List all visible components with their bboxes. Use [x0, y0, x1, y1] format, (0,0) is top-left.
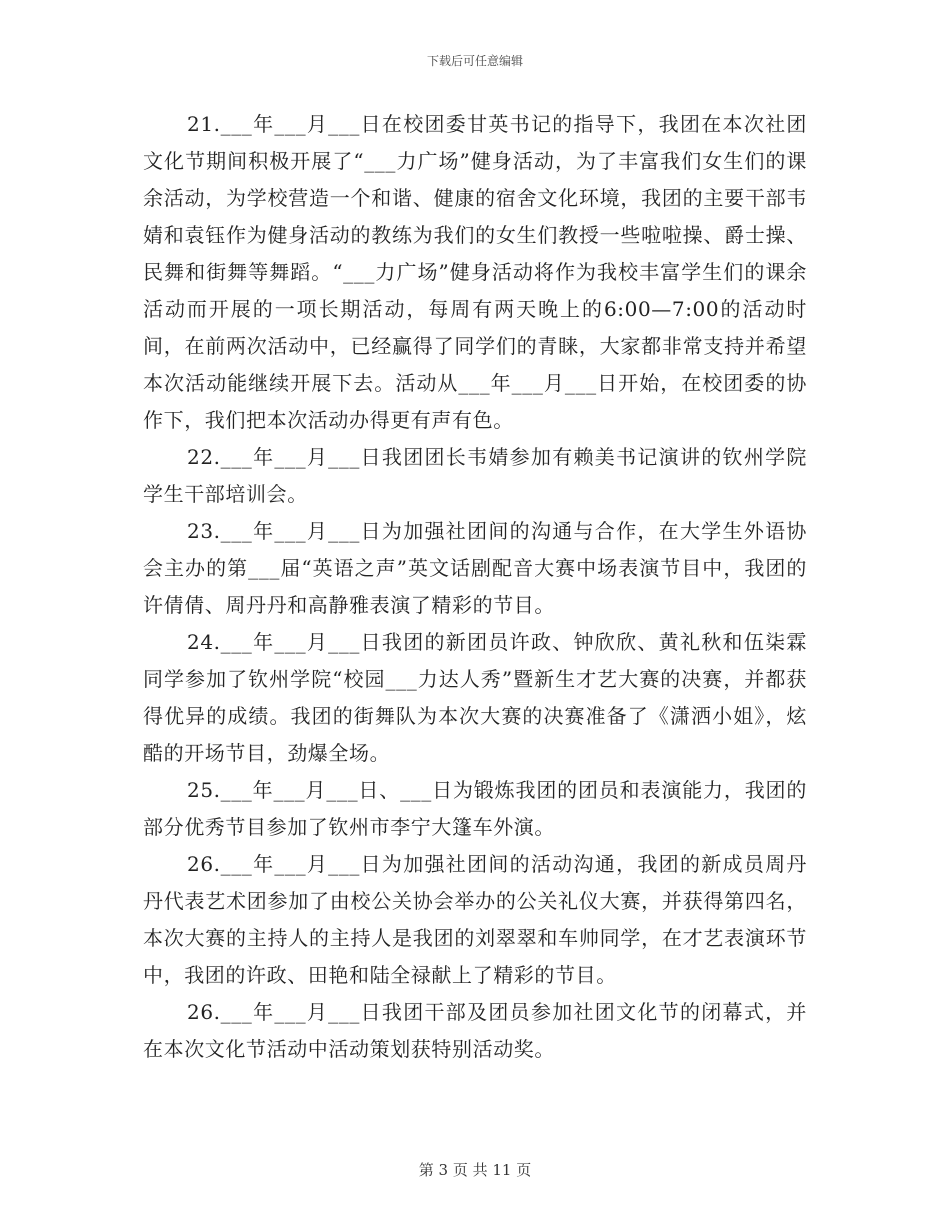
page-header: 下载后可任意编辑 [426, 54, 523, 68]
paragraph-21: 21.___年___月___日在校团委甘英书记的指导下，我团在本次社团文化节期间积极开展了“___力广场”健身活动，为了丰富我们女生们的课余活动，为学校营造一个和谐、健康的宿舍文化环境，我团的主要干部韦婧和袁钰作为健身活动的教练为我们的女生们教授一些啦啦操、爵士操、民舞和街舞等舞蹈。“___力广场”健身活动将作为我校丰富学生们的课余活动而开展的一项长期活动，每周有两天晚上的6:00—7:00的活动时间，在前两次活动中，已经赢得了同学们的青睐，大家都非常支持并希望本次活动能继续开展下去。活动从___年___月___日开始，在校团委的协作下，我们把本次活动办得更有声有色。 [143, 112, 807, 432]
paragraph-22: 22.___年___月___日我团团长韦婧参加有赖美书记演讲的钦州学院学生干部培训会。 [143, 445, 807, 506]
paragraph-25: 25.___年___月___日、___日为锻炼我团的团员和表演能力，我团的部分优秀节目参加了钦州市李宁大篷车外演。 [143, 778, 807, 839]
paragraph-26a: 26.___年___月___日为加强社团间的活动沟通，我团的新成员周丹丹代表艺术团参加了由校公关协会举办的公关礼仪大赛，并获得第四名，本次大赛的主持人的主持人是我团的刘翠翠和车帅同学，在才艺表演环节中，我团的许政、田艳和陆全禄献上了精彩的节目。 [143, 852, 807, 987]
document-body [143, 106, 807, 1068]
paragraph-23: 23.___年___月___日为加强社团间的沟通与合作，在大学生外语协会主办的第___届“英语之声”英文话剧配音大赛中场表演节目中，我团的许倩倩、周丹丹和高静雅表演了精彩的节目。 [143, 519, 807, 617]
page-number-footer: 第 3 页 共 11 页 [418, 1161, 532, 1179]
paragraph-26b: 26.___年___月___日我团干部及团员参加社团文化节的闭幕式，并在本次文化节活动中活动策划获特别活动奖。 [143, 1000, 807, 1061]
paragraph-24: 24.___年___月___日我团的新团员许政、钟欣欣、黄礼秋和伍柒霖同学参加了钦州学院“校园___力达人秀”暨新生才艺大赛的决赛，并都获得优异的成绩。我团的街舞队为本次大赛的决赛准备了《潇洒小姐》，炫酷的开场节目，劲爆全场。 [143, 630, 807, 765]
